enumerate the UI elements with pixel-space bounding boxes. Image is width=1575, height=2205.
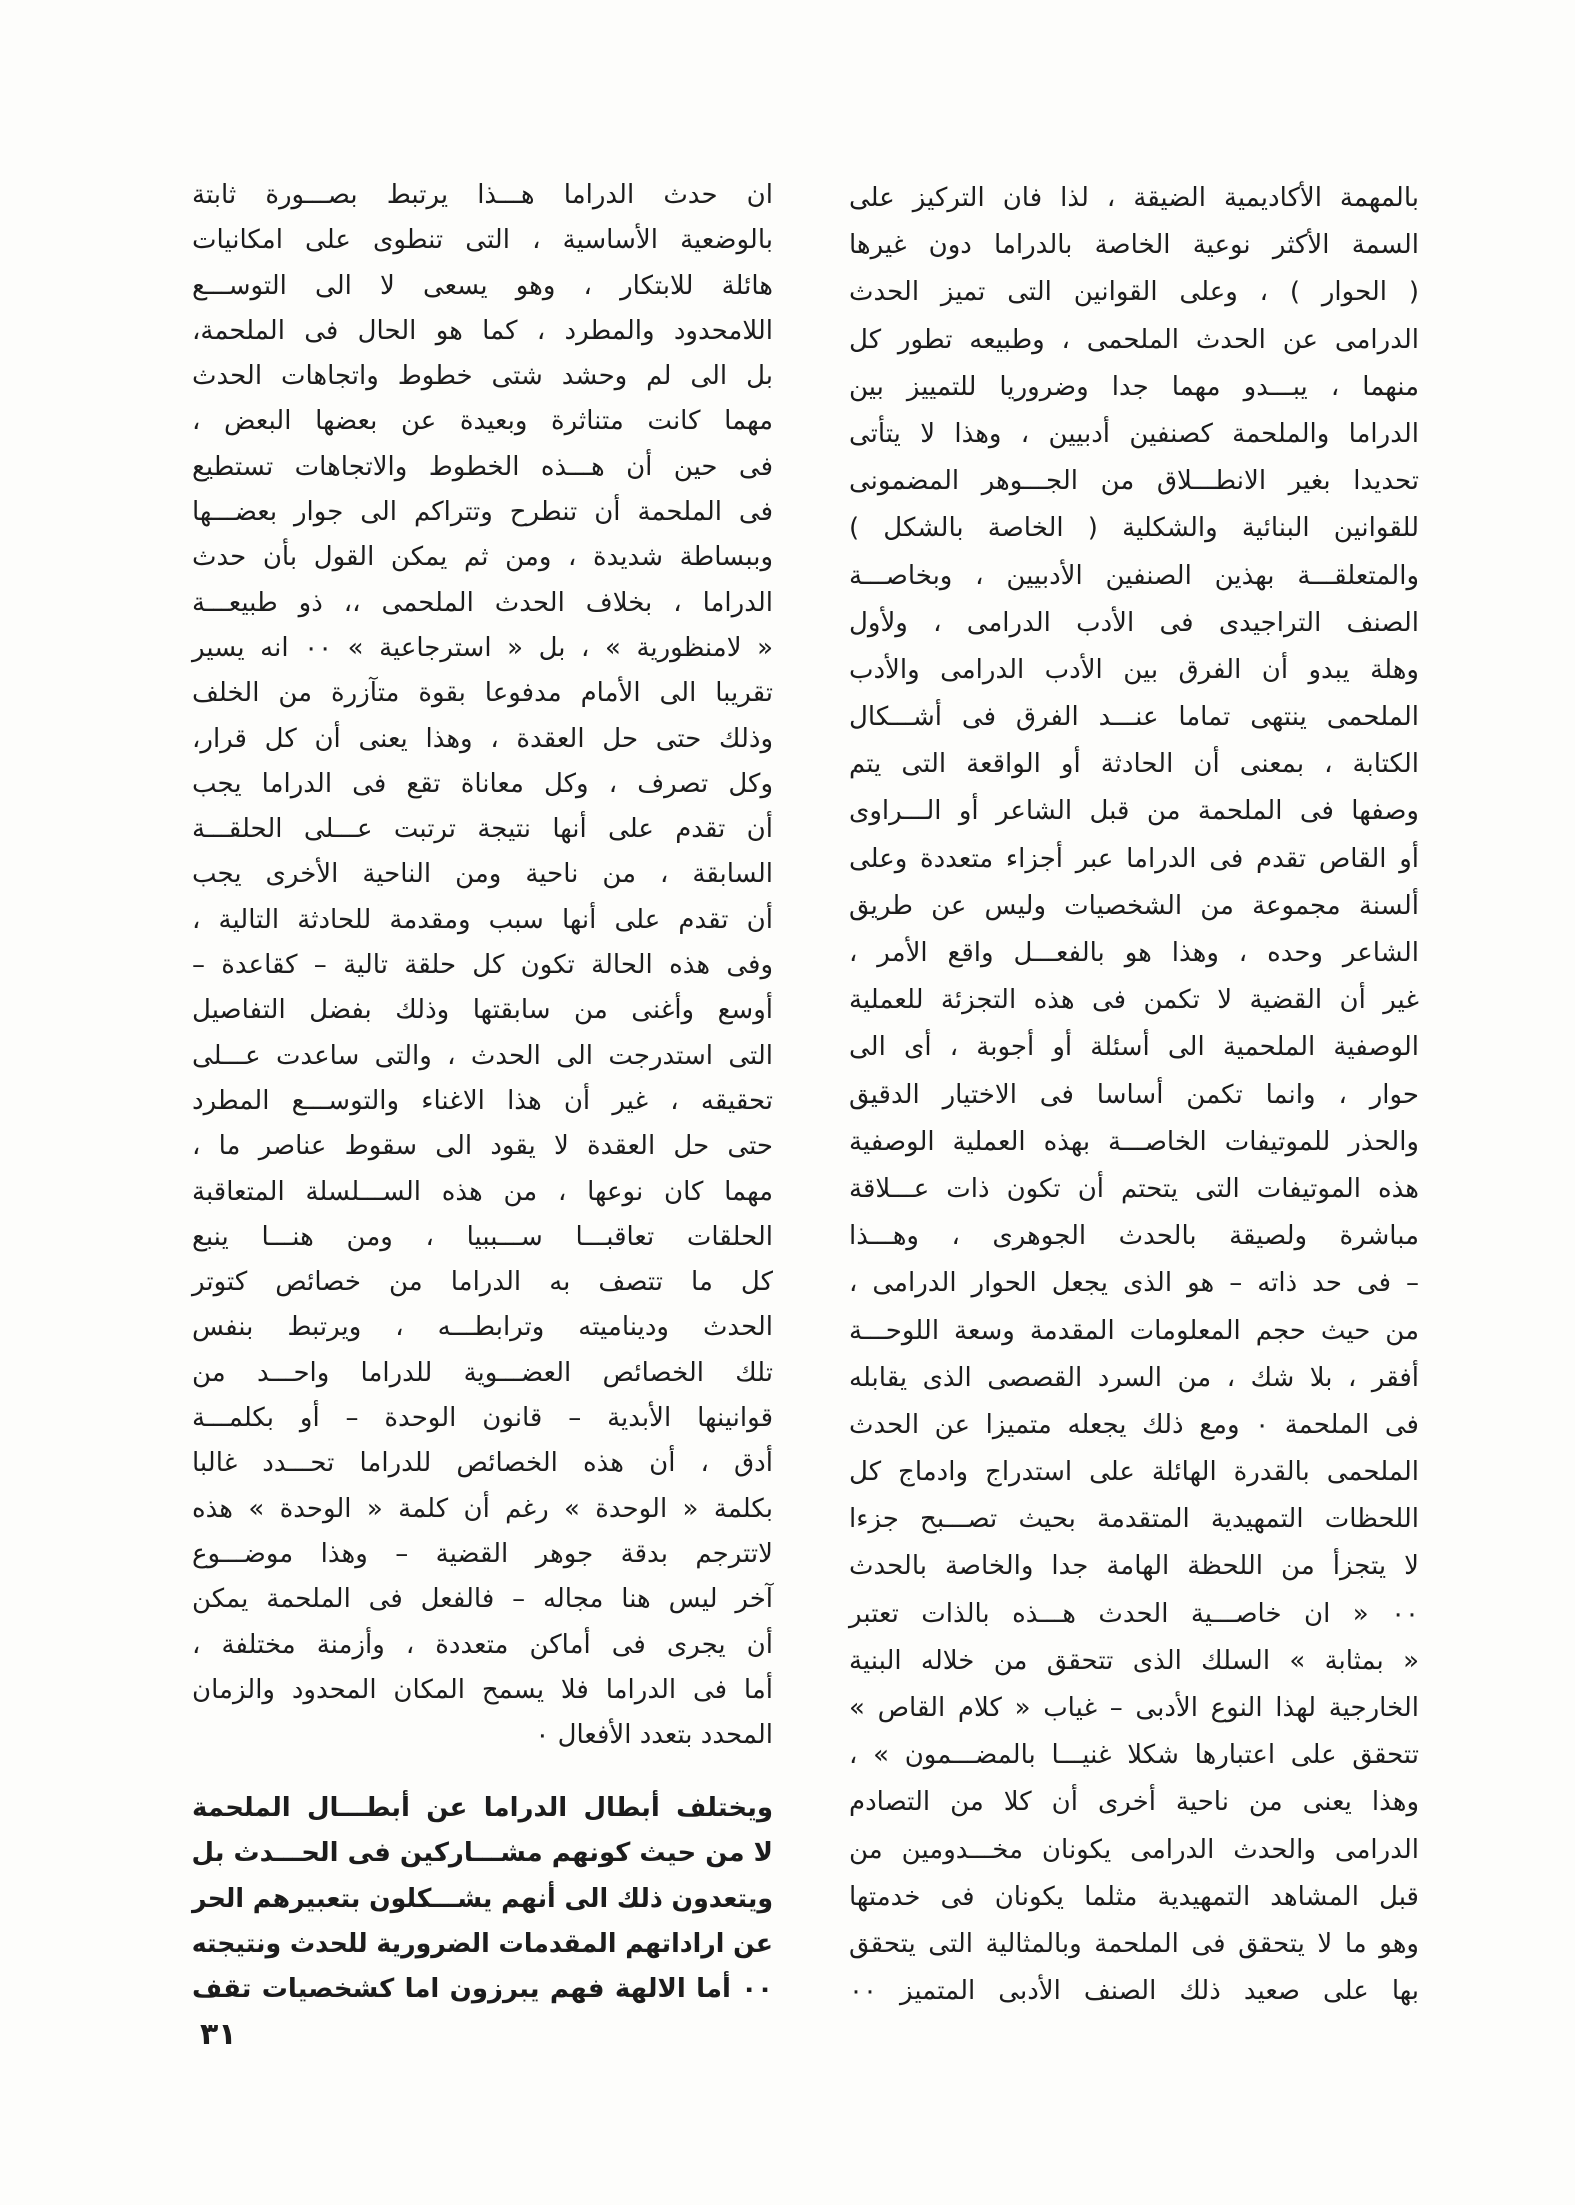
text-line: أن تقدم على أنها سبب ومقدمة للحادثة التالية ، — [192, 904, 773, 935]
text-line: كل ما تتصف به الدراما من خصائص كتوتر — [192, 1267, 773, 1298]
text-line: وذلك حتى حل العقدة ، وهذا يعنى أن كل قرار، — [192, 723, 773, 754]
text-line: ان حدث الدراما هـــذا يرتبط بصـــورة ثابتة — [192, 180, 773, 210]
text-line: الشاعر وحده ، وهذا هو بالفعـــل واقع الأمر ، — [849, 938, 1419, 968]
text-line: تحديدا بغير الانطـــلاق من الجـــوهر المضمونى — [849, 466, 1419, 497]
text-line: عن اراداتهم المقدمات الضرورية للحدث ونتيجته — [191, 1928, 773, 1959]
bold-paragraph — [192, 1786, 773, 2012]
text-line: – فى حد ذاته – هو الذى يجعل الحوار الدرامى ، — [849, 1268, 1419, 1299]
text-line: وكل تصرف ، وكل معاناة تقع فى الدراما يجب — [192, 768, 773, 799]
text-line: وهلة يبدو أن الفرق بين الأدب الدرامى والأدب — [849, 654, 1419, 685]
text-line: مباشرة ولصيقة بالحدث الجوهرى ، وهـــذا — [849, 1221, 1419, 1252]
text-line: لا من حيث كونهم مشـــاركين فى الحـــدث بل — [191, 1838, 773, 1869]
text-line: منهما ، يبـــدو مهما جدا وضروريا للتمييز بين — [849, 371, 1419, 402]
text-line: هذه الموتيفات التى يتحتم أن تكون ذات عـــلاقة — [849, 1173, 1419, 1204]
text-line: قبل المشاهد التمهيدية مثلما يكونان فى خدمتها — [849, 1881, 1419, 1912]
text-line: من حيث حجم المعلومات المقدمة وسعة اللوحـــة — [849, 1315, 1419, 1346]
text-line: ألسنة مجموعة من الشخصيات وليس عن طريق — [849, 890, 1419, 921]
text-line: لاتترجم بدقة جوهر القضية – وهذا موضـــوع — [192, 1538, 773, 1569]
right-column — [849, 175, 1419, 2015]
text-line: بكلمة « الوحدة » رغم أن كلمة « الوحدة » هذه — [192, 1493, 773, 1524]
text-line: أفقر ، بلا شك ، من السرد القصصى الذى يقابله — [849, 1362, 1419, 1393]
text-line: اللحظات التمهيدية المتقدمة بحيث تصـــبح جزءا — [849, 1504, 1419, 1535]
text-line: « بمثابة » السلك الذى تتحقق من خلاله البنية — [849, 1645, 1419, 1676]
text-line: ٠٠ أما الالهة فهم يبرزون اما كشخصيات تقف — [192, 1974, 773, 2005]
text-line: بالمهمة الأكاديمية الضيقة ، لذا فان التركيز على — [849, 183, 1419, 213]
text-line: الكتابة ، بمعنى أن الحادثة أو الواقعة التى يتم — [849, 749, 1419, 780]
page-number: ٣١ — [200, 2017, 237, 2052]
text-line: الدرامى والحدث الدرامى يكونان مخـــدومين من — [849, 1834, 1419, 1865]
text-line: بل الى لم وحشد شتى خطوط واتجاهات الحدث — [192, 361, 773, 392]
text-line: للقوانين البنائية والشكلية ( الخاصة بالشكل ) — [849, 513, 1419, 544]
text-line: الدراما ، بخلاف الحدث الملحمى ،، ذو طبيعـــة — [192, 587, 773, 618]
text-line: ( الحوار ) ، وعلى القوانين التى تميز الحدث — [849, 277, 1419, 308]
text-line: أو القاص تقدم فى الدراما عبر أجزاء متعددة وعلى — [849, 843, 1419, 874]
text-line: أن يجرى فى أماكن متعددة ، وأزمنة مختلفة ، — [192, 1629, 773, 1660]
text-line: الحدث وديناميته وترابطـــه ، ويرتبط بنفس — [192, 1312, 773, 1343]
text-line: وصفها فى الملحمة من قبل الشاعر أو الـــراوى — [849, 796, 1419, 827]
text-line: اللامحدود والمطرد ، كما هو الحال فى الملحمة، — [192, 315, 773, 346]
text-line: فى الملحمة أن تنطرح وتتراكم الى جوار بعضـــها — [192, 497, 773, 528]
text-line: الدراما والملحمة كصنفين أدبيين ، وهذا لا يتأتى — [849, 418, 1419, 449]
text-line: والحذر للموتيفات الخاصـــة بهذه العملية الوصفية — [849, 1126, 1419, 1157]
left-column — [192, 173, 773, 1758]
text-line: أما فى الدراما فلا يسمح المكان المحدود والزمان — [192, 1674, 773, 1705]
text-line: أدق ، أن هذه الخصائص للدراما تحـــدد غالبا — [192, 1448, 773, 1479]
text-line: بالوضعية الأساسية ، التى تنطوى على امكانيات — [192, 225, 773, 256]
text-line: الوصفية الملحمية الى أسئلة أو أجوبة ، أى الى — [849, 1032, 1419, 1063]
text-line: مهما كان نوعها ، من هذه الســـلسلة المتعاقبة — [192, 1176, 773, 1207]
text-line: قوانينها الأبدية – قانون الوحدة – أو بكلمـــة — [192, 1403, 773, 1434]
text-line: غير أن القضية لا تكمن فى هذه التجزئة للعملية — [849, 985, 1419, 1016]
text-line: التى استدرجت الى الحدث ، والتى ساعدت عـــلى — [192, 1040, 773, 1071]
text-line: السابقة ، من ناحية ومن الناحية الأخرى يجب — [192, 859, 773, 890]
text-line: « لامنظورية » ، بل « استرجاعية » ٠٠ انه يسير — [192, 632, 773, 663]
text-line: أوسع وأغنى من سابقتها وذلك بفضل التفاصيل — [192, 995, 773, 1026]
text-line: ويختلف أبطال الدراما عن أبطـــال الملحمة — [192, 1793, 773, 1823]
text-line: مهما كانت متناثرة وبعيدة عن بعضها البعض ، — [192, 406, 773, 437]
text-line: الدرامى عن الحدث الملحمى ، وطبيعه تطور كل — [849, 324, 1419, 355]
text-line: ويتعدون ذلك الى أنهم يشـــكلون بتعبيرهم الحر — [192, 1883, 774, 1914]
text-line: وهو ما لا يتحقق فى الملحمة وبالمثالية التى يتحقق — [849, 1928, 1419, 1959]
text-line: الخارجية لهذا النوع الأدبى – غياب « كلام القاص » — [849, 1693, 1419, 1723]
text-line: بها على صعيد ذلك الصنف الأدبى المتميز ٠٠ — [849, 1976, 1419, 2007]
text-line: الصنف التراجيدى فى الأدب الدرامى ، ولأول — [849, 607, 1419, 638]
text-line: تلك الخصائص العضـــوية للدراما واحـــد من — [192, 1357, 773, 1388]
text-line: الملحمى بالقدرة الهائلة على استدراج وادماج كل — [849, 1457, 1419, 1488]
text-line: هائلة للابتكار ، وهو يسعى لا الى التوســـع — [192, 270, 773, 301]
text-line: فى حين أن هـــذه الخطوط والاتجاهات تستطيع — [192, 451, 773, 482]
text-line: ٠٠ « ان خاصـــية الحدث هـــذه بالذات تعتبر — [849, 1598, 1419, 1629]
text-line: الحلقات تعاقبـــا ســـببيا ، ومن هنـــا ينبع — [192, 1221, 773, 1252]
text-line: تقريبا الى الأمام مدفوعا بقوة متآزرة من الخلف — [192, 678, 773, 709]
text-line: آخر ليس هنا مجاله – فالفعل فى الملحمة يمكن — [192, 1584, 773, 1615]
text-line: المحدد بتعدد الأفعال ٠ — [535, 1720, 773, 1751]
text-line: الملحمى ينتهى تماما عنـــد الفرق فى أشـــكال — [849, 702, 1419, 733]
text-line: تحقيقه ، غير أن هذا الاغناء والتوســـع المطرد — [192, 1085, 773, 1116]
text-line: أن تقدم على أنها نتيجة ترتبت عـــلى الحلقـــة — [192, 814, 773, 845]
text-line: والمتعلقـــة بهذين الصنفين الأدبيين ، وبخاصـــة — [849, 560, 1419, 591]
text-line: حتى حل العقدة لا يقود الى سقوط عناصر ما ، — [192, 1131, 773, 1162]
text-line: حوار ، وانما تكمن أساسا فى الاختيار الدقيق — [849, 1079, 1419, 1110]
text-line: السمة الأكثر نوعية الخاصة بالدراما دون غيرها — [849, 230, 1419, 261]
text-line: تتحقق على اعتبارها شكلا غنيـــا بالمضـــمون » ، — [849, 1740, 1419, 1771]
text-line: لا يتجزأ من اللحظة الهامة جدا والخاصة بالحدث — [849, 1551, 1419, 1582]
text-line: فى الملحمة ٠ ومع ذلك يجعله متميزا عن الحدث — [849, 1409, 1419, 1440]
text-line: وفى هذه الحالة تكون كل حلقة تالية – كقاعدة – — [192, 950, 773, 981]
text-line: وببساطة شديدة ، ومن ثم يمكن القول بأن حدث — [192, 542, 773, 573]
text-line: وهذا يعنى من ناحية أخرى أن كلا من التصادم — [849, 1787, 1419, 1818]
